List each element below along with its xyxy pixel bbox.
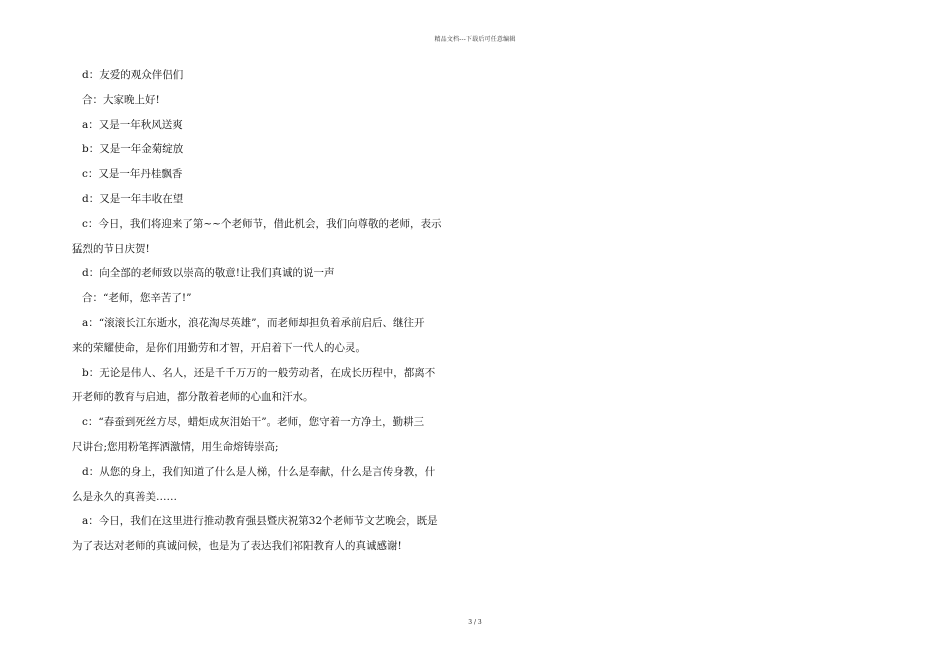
paragraph-line: 合：“老师，您辛苦了!”: [82, 292, 192, 305]
paragraph-line: 猛烈的节日庆贺!: [72, 242, 150, 255]
paragraph-line: c：又是一年丹桂飘香: [82, 168, 183, 181]
document-body: [72, 63, 472, 559]
page-header: 精品文档---下载后可任意编辑: [434, 36, 516, 43]
paragraph-line: 合：大家晚上好!: [82, 93, 160, 106]
paragraph-line: 为了表达对老师的真诚问候，也是为了表达我们祁阳教育人的真诚感谢!: [72, 540, 402, 553]
paragraph-line: d：从您的身上，我们知道了什么是人梯，什么是奉献，什么是言传身教，什: [82, 465, 436, 478]
page-number: 3 / 3: [468, 619, 482, 626]
paragraph-line: a：又是一年秋风送爽: [82, 118, 183, 131]
paragraph-line: b：无论是伟人、名人，还是千千万万的一般劳动者，在成长历程中，都离不: [82, 366, 436, 379]
paragraph-line: d：又是一年丰收在望: [82, 192, 184, 205]
paragraph-line: d：向全部的老师致以崇高的敬意!让我们真诚的说一声: [82, 267, 335, 280]
paragraph-line: a：“滚滚长江东逝水，浪花淘尽英雄”，而老师却担负着承前启后、继往开: [82, 316, 425, 329]
paragraph-line: c：今日，我们将迎来了第~~个老师节，借此机会，我们向尊敬的老师，表示: [82, 217, 442, 230]
paragraph-line: b：又是一年金菊绽放: [82, 143, 184, 156]
paragraph-line: 尺讲台;您用粉笔挥洒激情，用生命熔铸崇高;: [72, 440, 279, 453]
paragraph-line: d：友爱的观众伴侣们: [82, 69, 184, 81]
paragraph-line: 么是永久的真善美……: [72, 490, 177, 503]
paragraph-line: 开老师的教育与启迪，都分散着老师的心血和汗水。: [72, 391, 314, 404]
paragraph-line: a：今日，我们在这里进行推动教育强县暨庆祝第32个老师节文艺晚会，既是: [82, 515, 438, 528]
paragraph-line: 来的荣耀使命，是你们用勤劳和才智，开启着下一代人的心灵。: [72, 341, 366, 354]
paragraph-line: c：“春蚕到死丝方尽，蜡炬成灰泪始干”。老师，您守着一方净土，勤耕三: [82, 416, 425, 429]
